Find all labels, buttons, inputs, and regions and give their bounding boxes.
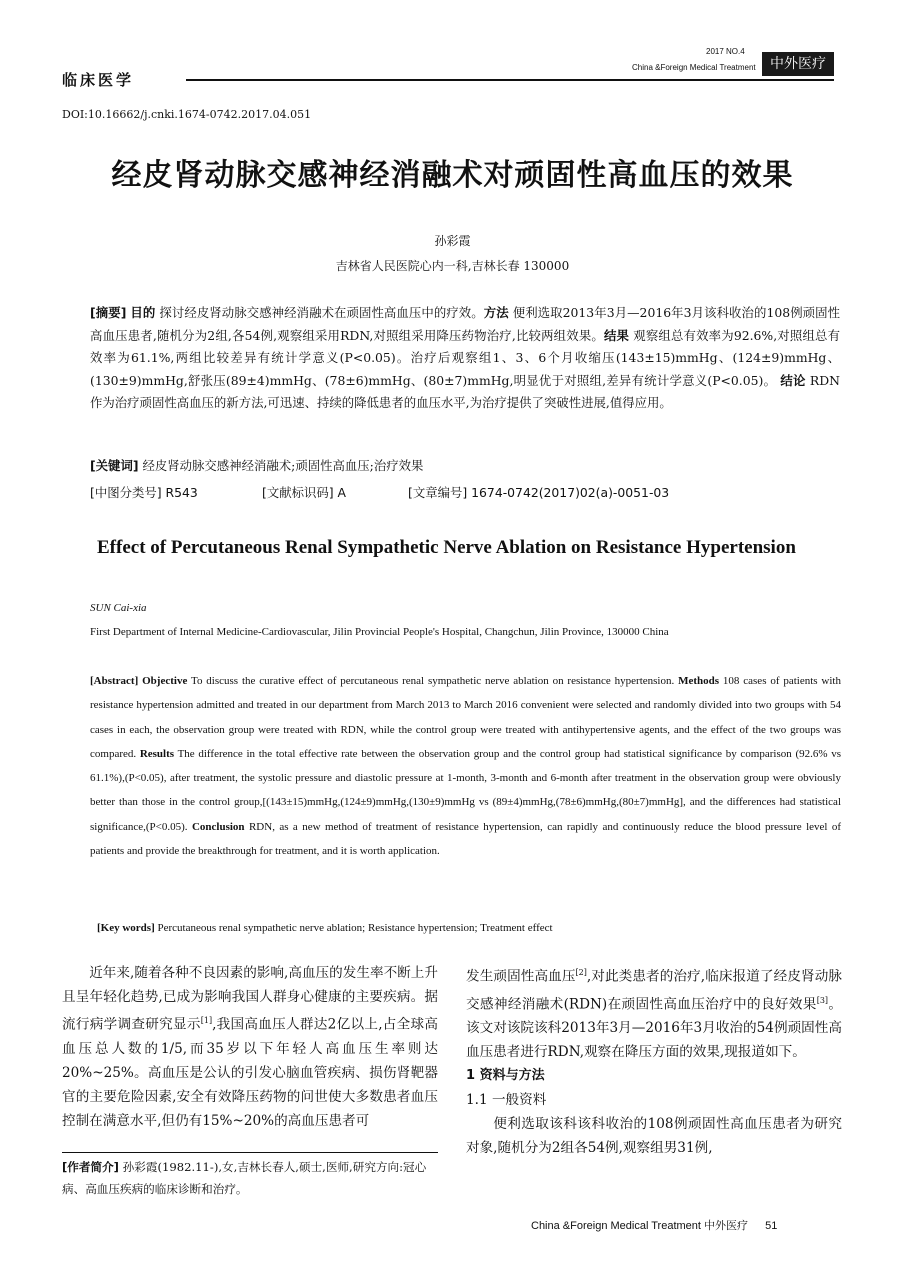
author-en: SUN Cai-xia [90,602,147,614]
results-text: 观察组总有效率为92.6%,对照组总有效率为61.1%,两组比较差异有统计学意义(P<0.05)。治疗后观察组1、3、6个月收缩压(143±15)mmHg、(124±9)mmHg、(130±9)mmHg,舒张压(89±4)mmHg、(78±6)mmHg、(80±7)mmHg,明显优于对照组,差异有统计学意义(P<0.05)。 [90,327,840,388]
abstract-en-label: [Abstract] [90,675,139,687]
affiliation-en: First Department of Internal Medicine-Cardiovascular, Jilin Provincial People's Hospital, Changchun, Jilin Province, 130000 China [90,626,669,638]
keywords-en-text: Percutaneous renal sympathetic nerve ablation; Resistance hypertension; Treatment effect [157,922,553,934]
intro-text-a: 近年来,随着各种不良因素的影响,高血压的发生率不断上升且呈年轻化趋势,已成为影响我国人群身心健康的主要疾病。据流行病学调查研究显示 [62,965,438,1033]
author-note-label: [作者简介] [62,1160,119,1174]
article-number: [文章编号] 1674-0742(2017)02(a)-0051-03 [408,485,670,500]
paper-title-en: Effect of Percutaneous Renal Sympathetic Nerve Ablation on Resistance Hypertension [97,537,796,558]
author: 孙彩霞 [434,234,471,248]
doc-code: [文献标识码] A [262,485,347,500]
paper-title: 经皮肾动脉交感神经消融术对顽固性高血压的效果 [111,158,794,193]
objective-en-label: Objective [142,675,188,687]
section-heading-1-1: 1.1 一般资料 [466,1092,547,1109]
clc-number: [中图分类号] R543 [90,485,198,500]
ref-3: [3] [816,995,829,1005]
intro-cont-c: 。该文对该院该科2013年3月—2016年3月收治的54例顽固性高血压患者进行RDN,观察在降压方面的效果,现报道如下。 [466,996,843,1061]
intro-continued [466,961,842,1064]
header-rule [186,79,834,81]
results-label: 结果 [603,327,630,343]
methods-label: 方法 [483,305,509,320]
intro-cont-a: 发生顽固性高血压 [466,968,576,985]
objective-en-text: To discuss the curative effect of percutaneous renal sympathetic nerve ablation on resistance hypertension. [191,675,675,687]
methods-en-label: Methods [678,675,720,687]
intro-cont-b: ,对此类患者的治疗,临床报道了经皮肾动脉交感神经消融术(RDN)在顽固性高血压治疗中的良好效果 [466,968,842,1013]
body-left-column [62,961,438,1133]
ref-2: [2] [575,968,587,977]
conclusion-label: 结论 [780,372,806,388]
journal-logo: 中外医疗 [762,52,834,76]
keywords-en [97,922,837,934]
footer-journal: China &Foreign Medical Treatment 中外医疗 [531,1220,749,1232]
ref-1: [1] [200,1016,213,1025]
journal-name-en: China &Foreign Medical Treatment [632,63,756,72]
keywords-text: 经皮肾动脉交感神经消融术;顽固性高血压;治疗效果 [142,458,424,473]
section-header: 临床医学 [62,71,135,89]
affiliation: 吉林省人民医院心内一科,吉林长春 130000 [335,259,570,273]
issue-label: 2017 NO.4 [706,47,745,56]
objective-label: 目的 [130,305,156,320]
results-en-label: Results [139,747,175,760]
conclusion-text: RDN作为治疗顽固性高血压的新方法,可迅速、持续的降低患者的血压水平,为治疗提供了突破性进展,值得应用。 [90,372,840,410]
conclusion-en-text: RDN, as a new method of treatment of resistance hypertension, can rapidly and continuously reduce the blood pressure level of patients and provide the breakthrough for treatment, and it is worth application. [90,820,842,858]
keywords-label: [关键词] [90,458,139,473]
author-note-text: 孙彩霞(1982.11-),女,吉林长春人,硕士,医师,研究方向:冠心病、高血压疾病的临床诊断和治疗。 [62,1160,427,1196]
section-heading-1: 1 资料与方法 [466,1068,545,1084]
body-right-column [466,961,842,1160]
page-footer [531,1217,777,1233]
general-data-paragraph: 便利选取该科该科收治的108例顽固性高血压患者为研究对象,随机分为2组各54例,观察组男31例, [466,1116,842,1157]
doi: DOI:10.16662/j.cnki.1674-0742.2017.04.051 [62,108,312,121]
abstract-cn [90,302,840,415]
author-note [62,1156,438,1200]
page-number: 51 [765,1220,778,1232]
methods-en-text: 108 cases of patients with resistance hypertension admitted and treated in our department from March 2013 to March 2016 convenient were selected and randomly divided into two groups with 54 cases in each, the observation group were treated with RDN, while the control group were treated with antihypertensive agents, and the effect of the two groups was compared. [90,675,841,760]
intro-paragraph [62,961,438,1133]
objective-text: 探讨经皮肾动脉交感神经消融术在顽固性高血压中的疗效。 [159,305,484,320]
intro-text-b: ,我国高血压人群达2亿以上,占全球高血压总人数的1/5,而35岁以下年轻人高血压生率则达20%~25%。高血压是公认的引发心脑血管疾病、损伤肾靶器官的主要危险因素,安全有效降压药物的问世使大多数患者血压控制在满意水平,但仍有15%~20%的高血压患者可 [62,1016,439,1129]
abstract-label: [摘要] [90,305,127,320]
results-en-text: The difference in the total effective rate between the observation group and the control group had statistical significance by comparison (92.6% vs 61.1%),(P<0.05), after treatment, the systolic pressure and diastolic pressure at 1-month, 3-month and 6-month after treatment in the observation group were obviously better than those in the control group,[(143±15)mmHg,(124±9)mmHg,(130±9)mmHg vs (89±4)mmHg,(78±6)mmHg,(80±7)mmHg], and the differences had statistical significance,(P<0.05). [90,747,842,833]
keywords-en-label: [Key words] [97,922,155,934]
methods-text: 便利选取2013年3月—2016年3月该科收治的108例顽固性高血压患者,随机分为2组,各54例,观察组采用RDN,对照组采用降压药物治疗,比较两组效果。 [90,305,841,343]
footnote-rule [62,1152,438,1153]
abstract-en [90,669,841,863]
conclusion-en-label: Conclusion [191,820,245,833]
keywords-cn [90,456,840,474]
